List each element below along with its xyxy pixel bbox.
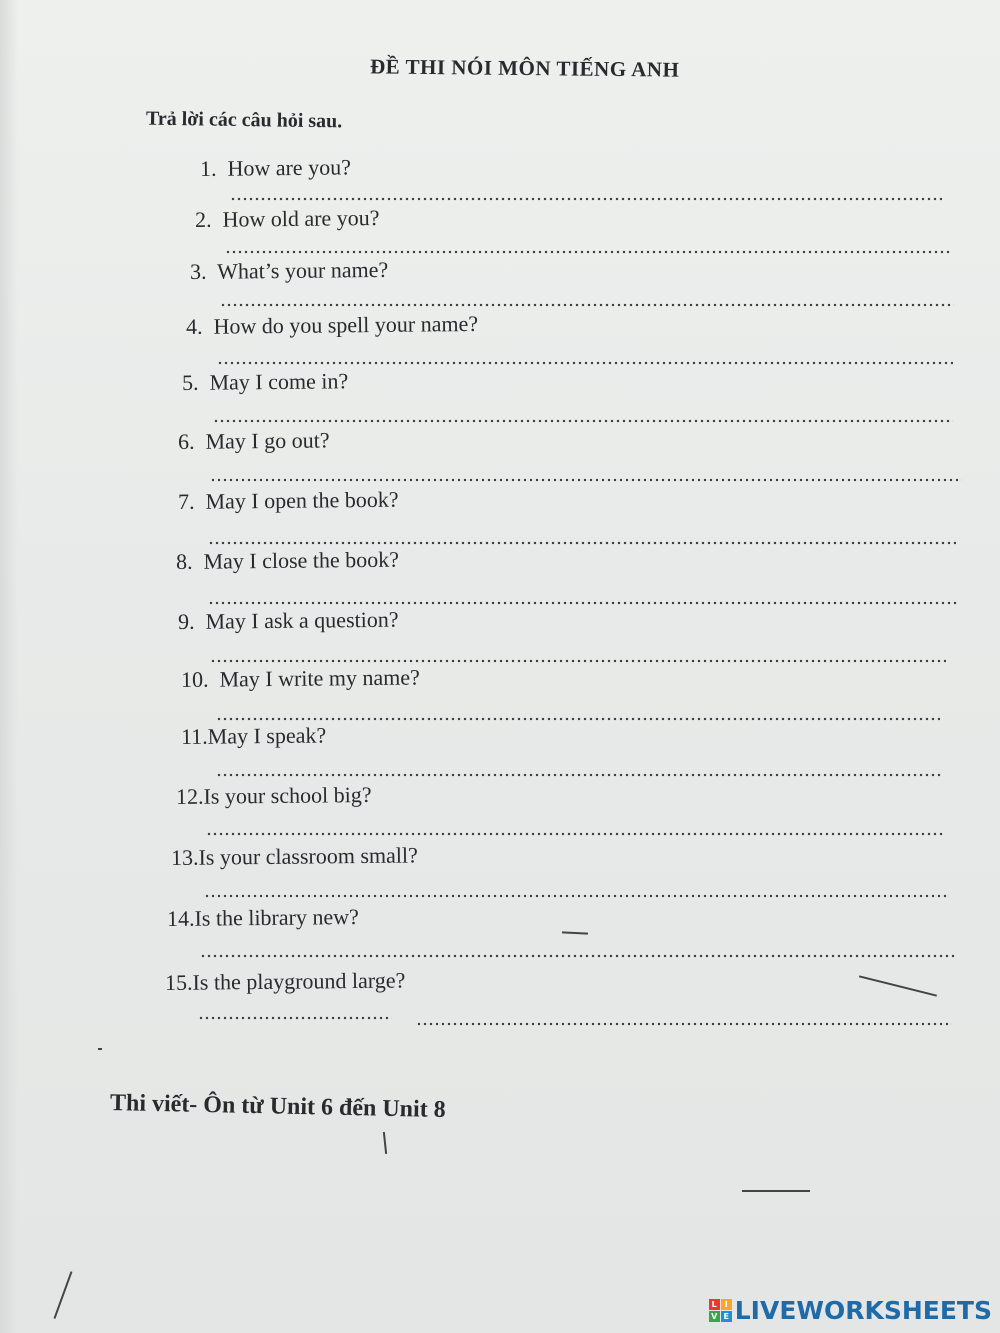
question-number: 4.: [185, 313, 203, 339]
pen-mark: [742, 1190, 810, 1192]
question-number: 9.: [177, 608, 195, 634]
question-number: 12.: [175, 783, 204, 809]
question-text: What’s your name?: [216, 256, 389, 284]
question-number: 7.: [177, 488, 195, 514]
question-number: 2.: [194, 206, 212, 232]
question-number: 14.: [166, 905, 195, 931]
question-item: [167, 904, 359, 932]
logo-letter: I: [721, 1299, 732, 1310]
question-number: 10.: [180, 666, 209, 692]
question-text: May I speak?: [207, 722, 327, 749]
question-item: [176, 782, 372, 810]
answer-line[interactable]: [220, 303, 954, 307]
page-title: ĐỀ THI NÓI MÔN TIẾNG ANH: [369, 54, 680, 82]
watermark-text: LIVEWORKSHEETS: [734, 1296, 992, 1325]
pen-mark: [98, 1048, 102, 1050]
question-text: May I open the book?: [205, 486, 399, 514]
question-number: 8.: [175, 548, 193, 574]
question-item: [195, 205, 380, 233]
logo-letter: V: [709, 1311, 720, 1322]
question-text: May I go out?: [205, 427, 330, 454]
logo-letter: L: [709, 1299, 720, 1310]
question-item: [178, 427, 330, 455]
question-text: Is your school big?: [203, 781, 372, 809]
logo-letter: E: [721, 1311, 732, 1322]
question-text: May I write my name?: [219, 664, 420, 692]
question-number: 15.: [164, 969, 193, 995]
answer-line[interactable]: [206, 832, 944, 836]
question-text: How do you spell your name?: [213, 310, 479, 339]
question-item: [190, 257, 388, 285]
question-text: Is the library new?: [194, 903, 359, 931]
question-text: May I ask a question?: [205, 606, 399, 634]
question-item: [181, 664, 420, 693]
question-text: Is the playground large?: [192, 967, 406, 995]
question-number: 6.: [177, 428, 195, 454]
answer-line[interactable]: [210, 478, 962, 482]
section-heading: Thi viết- Ôn từ Unit 6 đến Unit 8: [109, 1090, 446, 1124]
paper-edge-shadow: [0, 0, 18, 1333]
question-text: How old are you?: [222, 205, 380, 232]
question-text: May I close the book?: [203, 546, 400, 574]
answer-line[interactable]: [217, 361, 953, 365]
question-text: Is your classroom small?: [198, 842, 418, 870]
question-item: [182, 368, 348, 396]
instruction-text: Trả lời các câu hỏi sau.: [145, 107, 343, 133]
answer-line[interactable]: [216, 773, 942, 777]
question-number: 1.: [199, 155, 217, 181]
question-item: [181, 722, 326, 750]
question-item: [171, 842, 418, 871]
question-item: [165, 967, 406, 996]
question-item: [176, 547, 399, 575]
question-number: 3.: [189, 258, 207, 284]
answer-line-part[interactable]: [416, 1022, 952, 1026]
question-number: 11.: [180, 723, 208, 749]
question-number: 5.: [181, 369, 199, 395]
answer-line[interactable]: [208, 601, 958, 605]
question-number: 13.: [170, 844, 199, 870]
liveworksheets-watermark: [709, 1296, 992, 1325]
answer-line[interactable]: [216, 717, 940, 721]
question-item: [186, 311, 478, 340]
answer-line-part[interactable]: [198, 1016, 392, 1020]
answer-line[interactable]: [208, 541, 956, 545]
answer-line[interactable]: [213, 419, 953, 423]
question-item: [200, 154, 351, 182]
answer-line[interactable]: [225, 250, 951, 254]
answer-line[interactable]: [230, 197, 942, 201]
question-item: [178, 487, 399, 515]
answer-line[interactable]: [204, 894, 948, 898]
answer-line[interactable]: [210, 659, 946, 663]
question-item: [178, 607, 399, 635]
question-text: How are you?: [227, 154, 352, 181]
answer-line[interactable]: [200, 954, 956, 958]
question-text: May I come in?: [209, 368, 349, 395]
liveworksheets-logo-icon: [709, 1299, 732, 1322]
